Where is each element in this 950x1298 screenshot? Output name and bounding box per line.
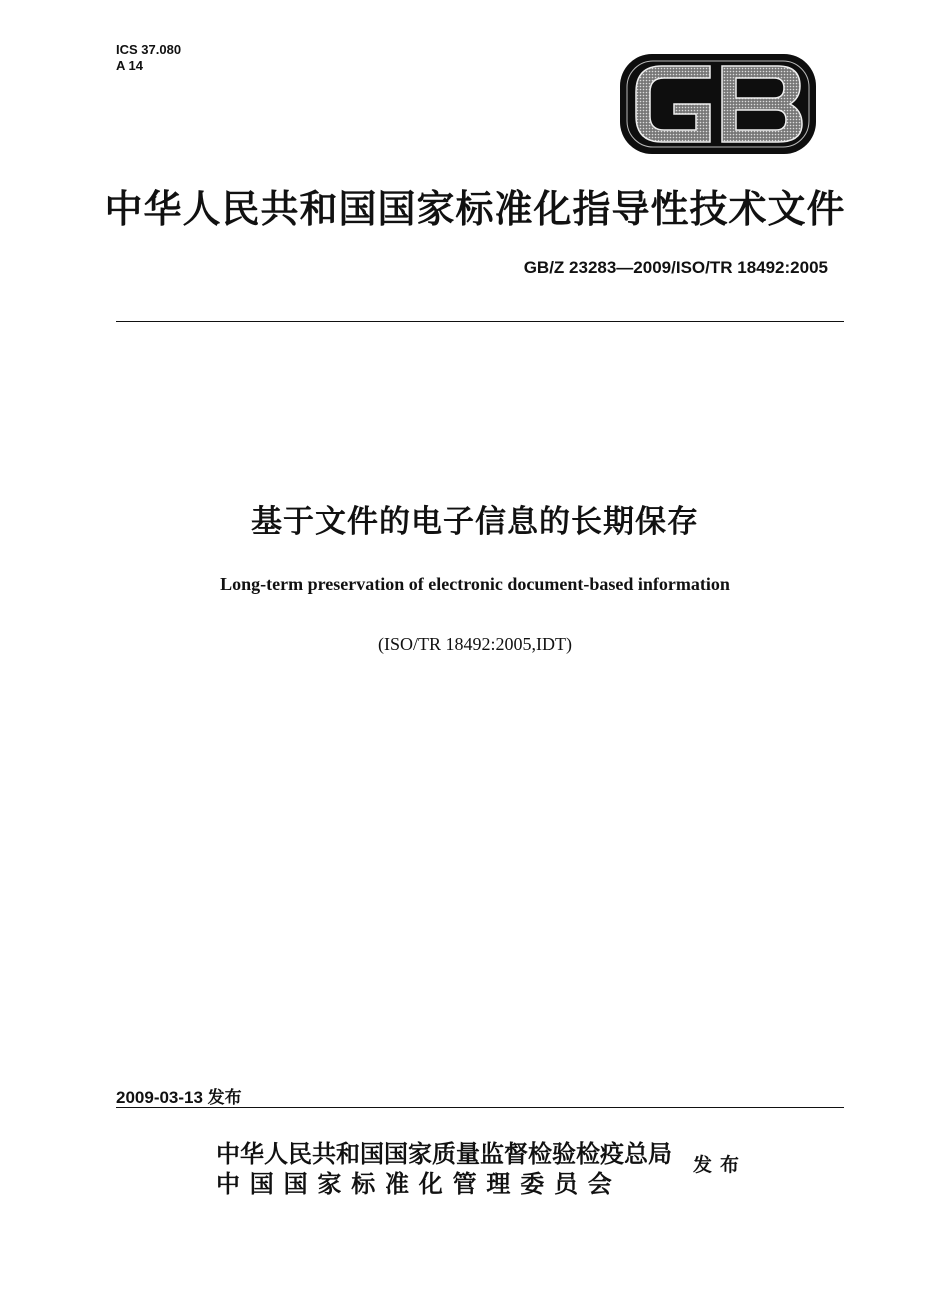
issuer-line-1: 中华人民共和国国家质量监督检验检疫总局	[216, 1140, 672, 1168]
publish-date: 2009-03-13 发布	[116, 1088, 242, 1107]
national-title: 中华人民共和国国家标准化指导性技术文件	[104, 187, 846, 231]
issuer-line-2: 中国国家标准化管理委员会	[216, 1170, 622, 1198]
gb-logo	[618, 52, 818, 156]
bottom-divider	[116, 1107, 844, 1108]
ics-code: ICS 37.080	[116, 42, 182, 57]
standard-number: GB/Z 23283—2009/ISO/TR 18492:2005	[523, 258, 828, 277]
ccs-code: A 14	[116, 58, 143, 73]
top-divider	[116, 321, 844, 322]
gb-logo-graphic	[618, 52, 818, 156]
document-title-chinese: 基于文件的电子信息的长期保存	[251, 504, 699, 540]
ics-classification	[116, 42, 181, 74]
document-reference: (ISO/TR 18492:2005,IDT)	[378, 634, 572, 654]
issue-label: 发布	[693, 1154, 748, 1176]
document-title-english: Long-term preservation of electronic document-based information	[220, 574, 730, 594]
